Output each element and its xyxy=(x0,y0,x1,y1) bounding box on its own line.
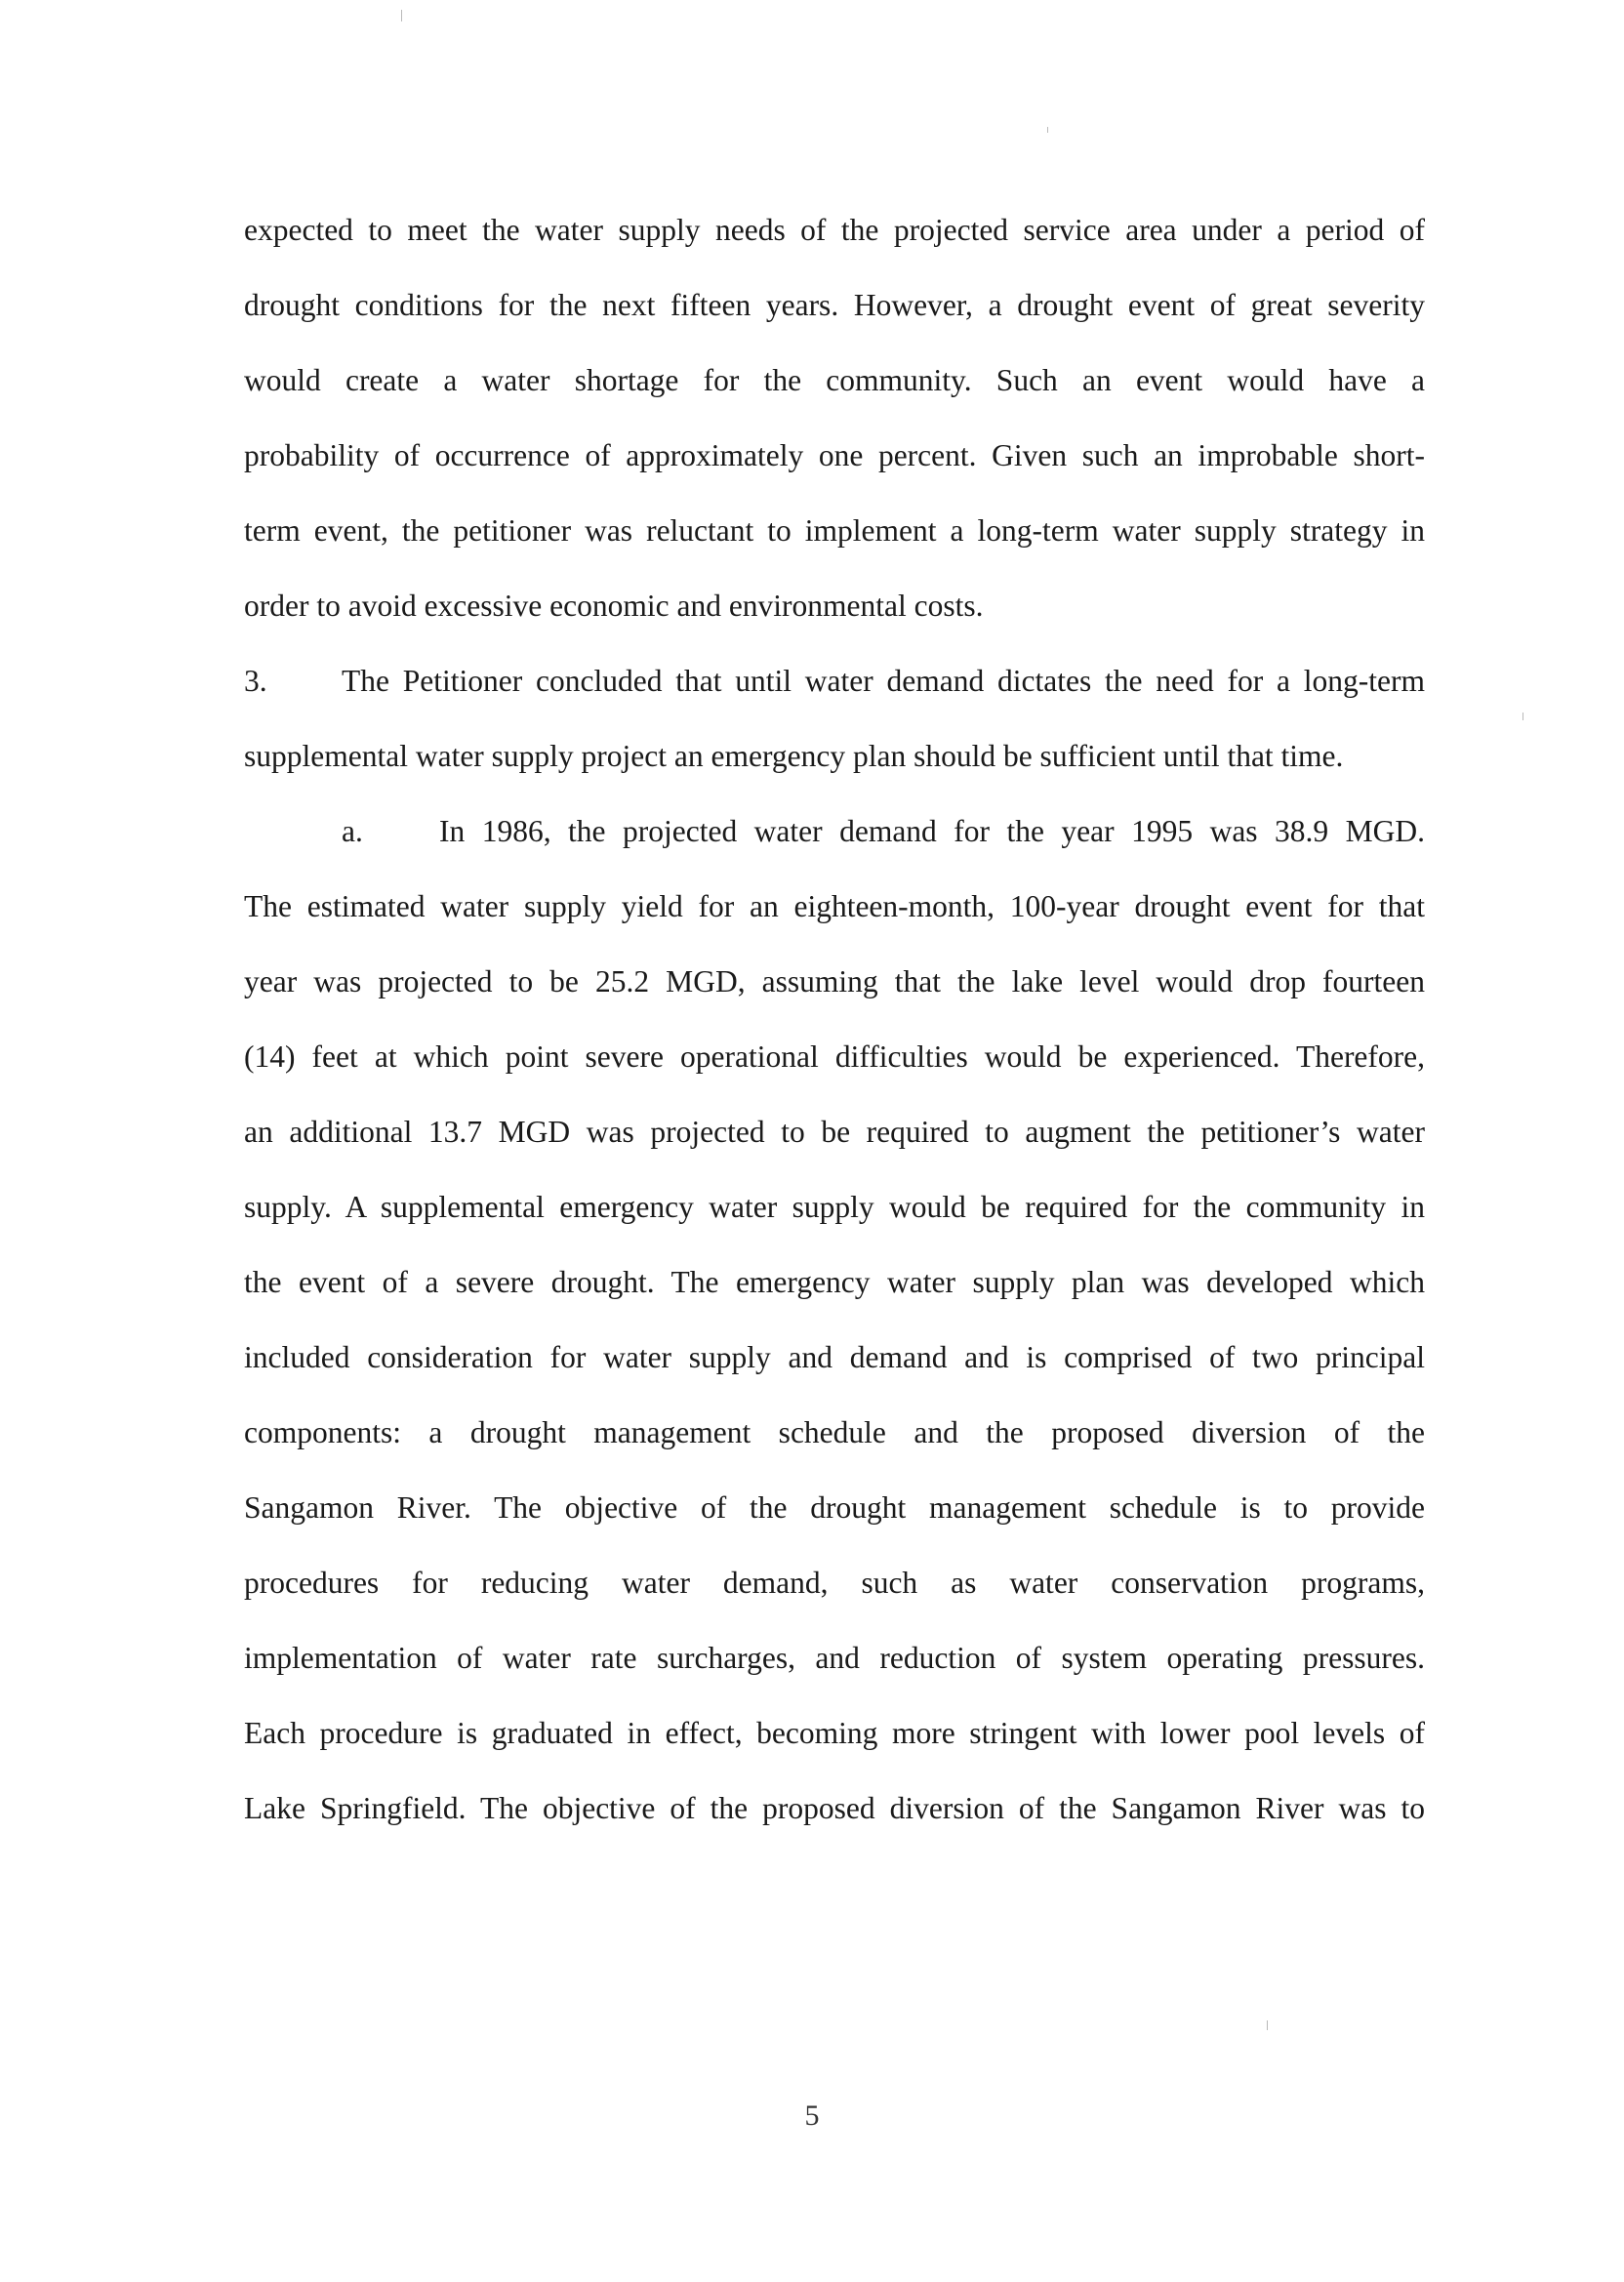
text-line: year was projected to be 25.2 MGD, assuming that the lake level would drop fourteen xyxy=(244,964,1425,998)
text-line: (14) feet at which point severe operational difficulties would be experienced. Therefore, xyxy=(244,1039,1425,1074)
text-line: implementation of water rate surcharges, and reduction of system operating pressures. xyxy=(244,1641,1425,1675)
text-line: Each procedure is graduated in effect, becoming more stringent with lower pool levels of xyxy=(244,1716,1425,1750)
body-text xyxy=(244,207,1425,1860)
item-3-text: The Petitioner concluded that until water demand dictates the need for a long-term xyxy=(342,664,1425,698)
text-line: expected to meet the water supply needs of the projected service area under a period of xyxy=(244,213,1425,247)
text-line: components: a drought management schedule and the proposed diversion of the xyxy=(244,1415,1425,1449)
text-line: Sangamon River. The objective of the drought management schedule is to provide xyxy=(244,1490,1425,1525)
scan-speck xyxy=(401,10,402,21)
item-a-text: In 1986, the projected water demand for the year 1995 was 38.9 MGD. xyxy=(439,814,1425,848)
item-3-first-line xyxy=(244,658,1425,733)
scan-speck xyxy=(1522,713,1523,720)
text-line: procedures for reducing water demand, such as water conservation programs, xyxy=(244,1566,1425,1600)
text-line: the event of a severe drought. The emergency water supply plan was developed which xyxy=(244,1265,1425,1299)
text-line: would create a water shortage for the community. Such an event would have a xyxy=(244,363,1425,397)
page-number: 5 xyxy=(804,2099,820,2132)
item-3-second-line: supplemental water supply project an emergency plan should be sufficient until that time. xyxy=(244,739,1344,773)
text-line: drought conditions for the next fifteen years. However, a drought event of great severity xyxy=(244,288,1425,322)
text-line: Lake Springfield. The objective of the proposed diversion of the Sangamon River was to xyxy=(244,1791,1425,1825)
text-line: order to avoid excessive economic and environmental costs. xyxy=(244,589,984,623)
item-3-label: 3. xyxy=(244,664,267,698)
text-line: The estimated water supply yield for an eighteen-month, 100-year drought event for that xyxy=(244,889,1425,923)
text-line: supply. A supplemental emergency water supply would be required for the community in xyxy=(244,1190,1425,1224)
text-line: term event, the petitioner was reluctant to implement a long-term water supply strategy in xyxy=(244,513,1425,548)
scan-speck xyxy=(1267,2020,1268,2030)
item-a-first-line xyxy=(244,808,1425,883)
item-a-label: a. xyxy=(342,814,363,848)
text-line: included consideration for water supply and demand and is comprised of two principal xyxy=(244,1340,1425,1374)
text-line: an additional 13.7 MGD was projected to be required to augment the petitioner’s water xyxy=(244,1115,1425,1149)
text-line: probability of occurrence of approximately one percent. Given such an improbable short- xyxy=(244,438,1425,472)
scan-speck xyxy=(1047,127,1048,133)
